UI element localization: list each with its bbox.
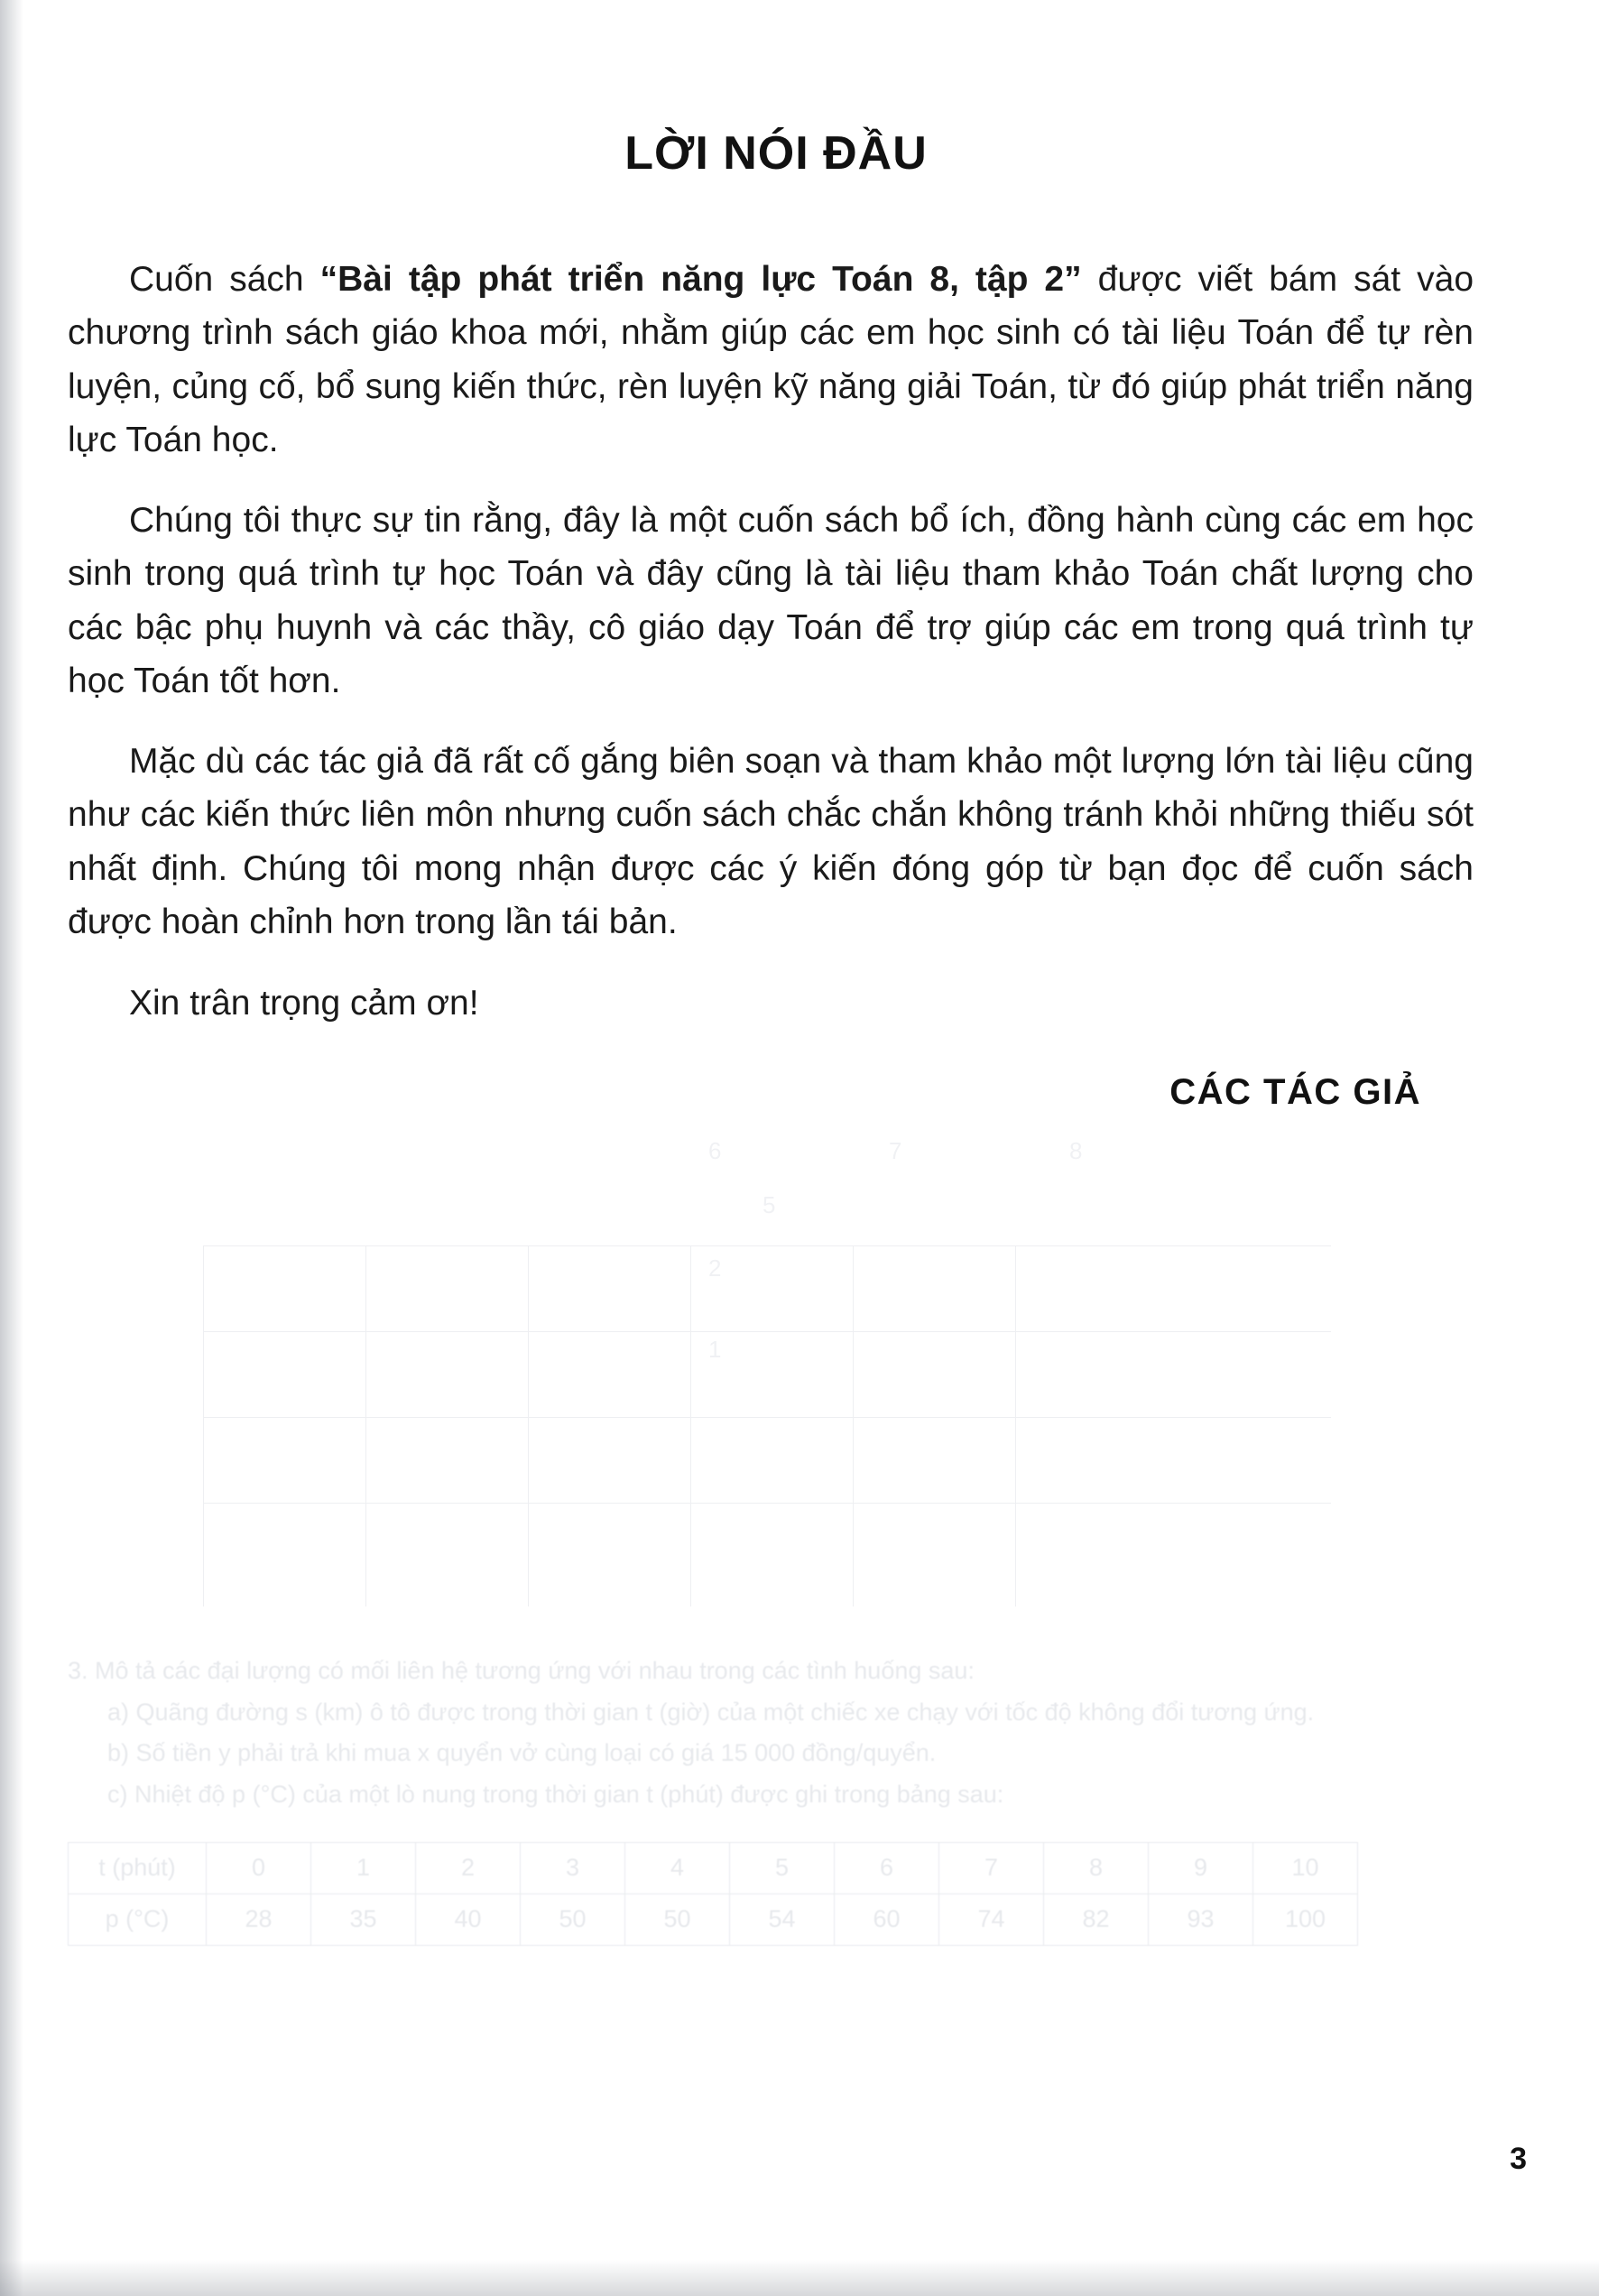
paragraph-apology: Mặc dù các tác giả đã rất cố gắng biên soạn và tham khảo một lượng lớn tài liệu cũng như các kiến thức liên môn nhưng cuốn sách chắc chắn không tránh khỏi những thiếu sót nhất định. Chúng tôi mong nhận được các ý kiến đóng góp từ bạn đọc để cuốn sách được hoàn chỉnh hơn trong lần tái bản. — [68, 742, 1474, 941]
table-cell: 50 — [625, 1893, 730, 1945]
table-cell: 6 — [835, 1842, 939, 1893]
paragraph-intro-rest: được viết bám sát vào chương trình sách giáo khoa mới, nhằm giúp các em học sinh có tài liệu Toán để tự rèn luyện, củng cố, bổ sung kiến thức, rèn luyện kỹ năng giải Toán, từ đó giúp phát triển năng lực Toán học. — [68, 260, 1474, 459]
table-row — [69, 1842, 1358, 1893]
table-cell: 50 — [521, 1893, 625, 1945]
book-title-bold: “Bài tập phát triển năng lực Toán 8, tập 2” — [319, 260, 1082, 299]
table-cell: 4 — [625, 1842, 730, 1893]
table-cell: 3 — [521, 1842, 625, 1893]
table-row-header: p (°C) — [69, 1893, 207, 1945]
table-cell: 60 — [835, 1893, 939, 1945]
table-cell: 7 — [939, 1842, 1044, 1893]
bleed-line: a) Quãng đường s (km) ô tô được trong thời gian t (giờ) của một chiếc xe chạy với tốc độ không đổi tương ứng. — [107, 1698, 1315, 1726]
table-cell: 2 — [416, 1842, 521, 1893]
table-cell: 100 — [1253, 1893, 1358, 1945]
page-title: LỜI NÓI ĐẦU — [624, 127, 928, 180]
bleed-through-grid: 6 7 8 5 2 1 — [203, 1245, 1331, 1606]
page-edge-shadow — [0, 0, 23, 2296]
bleed-line: b) Số tiền y phải trả khi mua x quyển vở cùng loại có giá 15 000 đồng/quyển. — [107, 1739, 937, 1767]
table-cell: 35 — [311, 1893, 416, 1945]
table-cell: 9 — [1149, 1842, 1253, 1893]
table-cell: 28 — [207, 1893, 311, 1945]
bleed-through-content — [68, 1652, 1484, 1946]
paragraph-thanks: Xin trân trọng cảm ơn! — [129, 984, 479, 1023]
bleed-line: c) Nhiệt độ p (°C) của một lò nung trong thời gian t (phút) được ghi trong bảng sau: — [107, 1781, 1004, 1809]
table-row — [69, 1893, 1358, 1945]
bleed-line: 3. Mô tả các đại lượng có mối liên hệ tương ứng với nhau trong các tình huống sau: — [68, 1657, 975, 1684]
authors-signature: CÁC TÁC GIẢ — [1169, 1071, 1421, 1112]
bleed-table — [68, 1842, 1358, 1946]
table-cell: 82 — [1044, 1893, 1149, 1945]
table-cell: 74 — [939, 1893, 1044, 1945]
table-cell: 1 — [311, 1842, 416, 1893]
table-row-header: t (phút) — [69, 1842, 207, 1893]
table-cell: 8 — [1044, 1842, 1149, 1893]
paragraph-intro-lead: Cuốn sách — [129, 260, 320, 299]
paragraph-belief: Chúng tôi thực sự tin rằng, đây là một cuốn sách bổ ích, đồng hành cùng các em học sinh trong quá trình tự học Toán và đây cũng là tài liệu tham khảo Toán chất lượng cho các bậc phụ huynh và các thầy, cô giáo dạy Toán để trợ giúp các em trong quá trình tự học Toán tốt hơn. — [68, 501, 1474, 700]
page-number: 3 — [1510, 2142, 1527, 2176]
table-cell: 10 — [1253, 1842, 1358, 1893]
paragraph-intro — [68, 253, 1484, 467]
table-cell: 0 — [207, 1842, 311, 1893]
table-cell: 5 — [730, 1842, 835, 1893]
table-cell: 54 — [730, 1893, 835, 1945]
page-content — [68, 0, 1484, 2296]
table-cell: 93 — [1149, 1893, 1253, 1945]
table-cell: 40 — [416, 1893, 521, 1945]
